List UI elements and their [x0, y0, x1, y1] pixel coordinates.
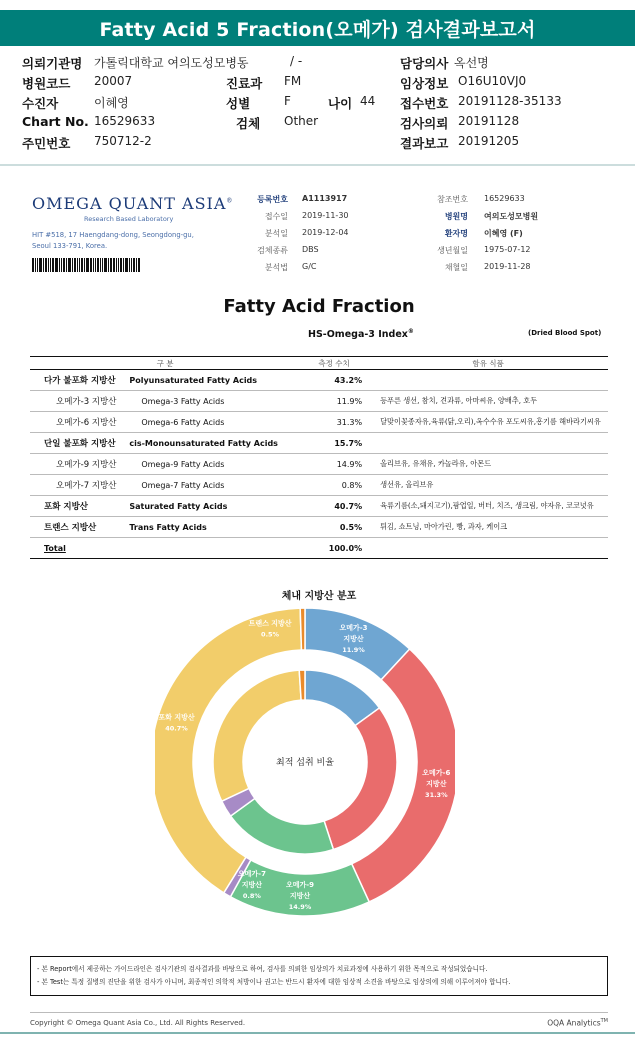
examinee-label: 수진자: [22, 96, 59, 111]
row-food: 등푸른 생선, 참치, 견과류, 아마씨유, 양배추, 호두: [368, 391, 608, 412]
lab-logo: OMEGA QUANT ASIA®: [32, 194, 234, 213]
table-row: [30, 412, 608, 433]
table-row: [30, 370, 608, 391]
row-category-en: Omega-9 Fatty Acids: [129, 454, 300, 475]
table-row: [30, 517, 608, 538]
report-date-label: 결과보고: [400, 136, 449, 151]
fraction-title: Fatty Acid Fraction: [223, 296, 415, 317]
slice-label-5-label1: 트랜스 지방산: [248, 619, 292, 628]
row-food: 육류기름(소,돼지고기),팜업일, 버터, 치즈, 생크림, 야자유, 코코넛유: [368, 496, 608, 517]
row-value: 40.7%: [300, 496, 368, 517]
dept-label: 진료과: [226, 76, 263, 91]
row-value: 11.9%: [300, 391, 368, 412]
page-bottom-border: [0, 1032, 635, 1034]
patient-name-value: 이혜영 (F): [484, 229, 523, 238]
row-value: 0.8%: [300, 475, 368, 496]
dob-label: 생년월일: [437, 246, 468, 255]
request-value: 20191128: [458, 114, 520, 128]
specimen-label: 검체: [236, 116, 261, 131]
row-value: 31.3%: [300, 412, 368, 433]
institution-value: 가톨릭대학교 여의도성모병동: [94, 56, 249, 70]
table-row: [30, 475, 608, 496]
sample-type-label: 검체종류: [257, 246, 288, 255]
sample-type-value: DBS: [302, 245, 319, 254]
section-divider: [0, 164, 635, 166]
table-row: [30, 433, 608, 454]
doctor-value: 옥선명: [454, 56, 489, 70]
age-value: 44: [360, 94, 376, 108]
chart-title: 체내 지방산 분포: [281, 591, 357, 602]
specimen-value: Other: [284, 114, 319, 128]
row-category-en: Omega-3 Fatty Acids: [129, 391, 300, 412]
col-category: 구 분: [30, 357, 300, 370]
collected-value: 2019-11-28: [484, 262, 531, 271]
dob-value: 1975-07-12: [484, 245, 531, 254]
address-line-2: Seoul 133-791, Korea.: [32, 242, 108, 250]
row-category-kr: 오메가-9 지방산: [30, 454, 129, 475]
method-label: 분석법: [264, 263, 288, 272]
doctor-label: 담당의사: [400, 56, 449, 71]
row-category-en: Saturated Fatty Acids: [129, 496, 300, 517]
dept-value: FM: [284, 74, 302, 88]
barcode-image: [32, 258, 172, 272]
lab-subtitle: Research Based Laboratory: [84, 215, 174, 223]
row-category-en: Polyunsaturated Fatty Acids: [129, 370, 300, 391]
receipt-label: 접수번호: [400, 96, 449, 111]
row-value: 100.0%: [300, 538, 368, 559]
sex-label: 성별: [226, 96, 251, 111]
row-value: 43.2%: [300, 370, 368, 391]
table-row: [30, 496, 608, 517]
row-category-kr: 오메가-7 지방산: [30, 475, 129, 496]
request-label: 검사의뢰: [400, 116, 449, 131]
slice-label-1-pct: 31.3%: [425, 790, 448, 799]
hospital-code-value: 20007: [94, 74, 133, 88]
distribution-donut-chart: [155, 608, 455, 918]
report-title: Fatty Acid 5 Fraction(오메가) 검사결과보고서: [0, 10, 635, 46]
patient-name-label: 환자명: [444, 229, 468, 238]
reg-no-label: 등록번호: [257, 195, 288, 204]
hospital-code-label: 병원코드: [22, 76, 71, 91]
analyzed-label: 분석일: [264, 229, 288, 238]
fatty-acid-table: [30, 356, 608, 559]
slice-label-3-label2: 지방산: [241, 880, 263, 889]
copyright-text: Copyright © Omega Quant Asia Co., Ltd. All Rights Reserved.: [30, 1019, 246, 1027]
slice-label-3-pct: 0.8%: [242, 891, 261, 900]
center-label: 최적 섭취 비율: [276, 758, 334, 768]
slice-label-2-label2: 지방산: [289, 891, 311, 900]
disclaimer-line-2: - 본 Test는 특정 질병의 진단을 위한 검사가 아니며, 최종적인 의학적 처방이나 권고는 반드시 환자에 대한 임상적 소견을 바탕으로 임상의에 의해 이루어져야 합니다.: [37, 978, 511, 986]
rrn-label: 주민번호: [22, 136, 71, 151]
row-food: 올리브유, 유채유, 카놀라유, 아몬드: [368, 454, 608, 475]
hospital-value: 여의도성모병원: [484, 212, 539, 221]
received-label: 접수일: [264, 212, 288, 221]
slice-label-4-label1: 포화 지방산: [158, 713, 195, 722]
slice-label-5-pct: 0.5%: [261, 630, 280, 639]
analyzed-value: 2019-12-04: [302, 228, 349, 237]
chart-no-label: Chart No.: [22, 114, 89, 129]
table-row: [30, 454, 608, 475]
lab-address: [32, 230, 232, 252]
ref-no-label: 참조번호: [437, 195, 468, 204]
row-category-kr: 트랜스 지방산: [30, 517, 129, 538]
brand-text: OQA Analytics™: [547, 1018, 608, 1028]
rrn-value: 750712-2: [94, 134, 152, 148]
slice-label-0-pct: 11.9%: [342, 646, 365, 655]
row-value: 15.7%: [300, 433, 368, 454]
chart-no-value: 16529633: [94, 114, 156, 128]
row-category-en: [129, 538, 300, 559]
row-food: [368, 538, 608, 559]
slice-label-2-label1: 오메가-9: [285, 880, 315, 889]
row-category-kr: 포화 지방산: [30, 496, 129, 517]
institution-label: 의뢰기관명: [22, 56, 83, 71]
receipt-value: 20191128-35133: [458, 94, 562, 108]
outer-slice-5: [300, 608, 305, 650]
slice-label-1-label2: 지방산: [426, 779, 447, 788]
row-category-en: Trans Fatty Acids: [129, 517, 300, 538]
col-value: 측정 수치: [300, 357, 368, 370]
col-food: 함유 식품: [368, 357, 608, 370]
slice-label-0-label1: 오메가-3: [339, 624, 368, 633]
row-category-kr: 다가 불포화 지방산: [30, 370, 129, 391]
reg-no-value: A1113917: [302, 194, 348, 203]
index-title: HS-Omega-3 Index®: [308, 328, 414, 341]
row-category-kr: 단일 불포화 지방산: [30, 433, 129, 454]
row-category-kr: 오메가-3 지방산: [30, 391, 129, 412]
slice-label-0-label2: 지방산: [343, 635, 364, 644]
hospital-label: 병원명: [444, 212, 468, 221]
row-category-en: Omega-6 Fatty Acids: [129, 412, 300, 433]
row-food: 튀김, 쇼트닝, 마아가린, 빵, 과자, 케이크: [368, 517, 608, 538]
row-food: [368, 433, 608, 454]
inner-slice-5: [299, 670, 305, 700]
row-food: [368, 370, 608, 391]
ref-no-value: 16529633: [484, 194, 525, 203]
clinical-value: O16U10VJ0: [458, 74, 527, 88]
row-value: 0.5%: [300, 517, 368, 538]
clinical-label: 임상정보: [400, 76, 449, 91]
slice-label-1-label1: 오메가-6: [422, 768, 451, 777]
disclaimer-box: [30, 956, 608, 996]
table-row: [30, 391, 608, 412]
row-category-kr: 오메가-6 지방산: [30, 412, 129, 433]
slice-label-2-pct: 14.9%: [288, 902, 312, 911]
received-value: 2019-11-30: [302, 211, 349, 220]
slice-label-4-pct: 40.7%: [165, 724, 188, 733]
slice-label-3-label1: 오메가-7: [237, 869, 266, 878]
age-label: 나이: [328, 96, 353, 111]
row-food: 생선유, 올리브유: [368, 475, 608, 496]
row-category-kr: Total: [30, 538, 129, 559]
row-food: 달맞이꽃종자유,육류(닭,오리),옥수수유 포도씨유,흥기름 해바라기씨유: [368, 412, 608, 433]
report-date-value: 20191205: [458, 134, 520, 148]
disclaimer-line-1: - 본 Report에서 제공하는 가이드라인은 검사기관의 검사결과를 바탕으로 하여, 검사를 의뢰한 임상의가 치료과정에 사용하기 위한 목적으로 작성되었습니다.: [37, 965, 488, 973]
table-row: [30, 538, 608, 559]
row-category-en: cis-Monounsaturated Fatty Acids: [129, 433, 300, 454]
method-value: G/C: [302, 262, 317, 271]
collected-label: 채혈일: [444, 263, 468, 272]
sample-note: (Dried Blood Spot): [528, 329, 602, 337]
examinee-value: 이혜영: [94, 96, 129, 110]
institution-slash: / -: [290, 54, 303, 68]
sex-value: F: [284, 94, 291, 108]
footer-divider: [30, 1012, 608, 1013]
address-line-1: HIT #518, 17 Haengdang-dong, Seongdong-gu,: [32, 231, 194, 239]
row-category-en: Omega-7 Fatty Acids: [129, 475, 300, 496]
row-value: 14.9%: [300, 454, 368, 475]
